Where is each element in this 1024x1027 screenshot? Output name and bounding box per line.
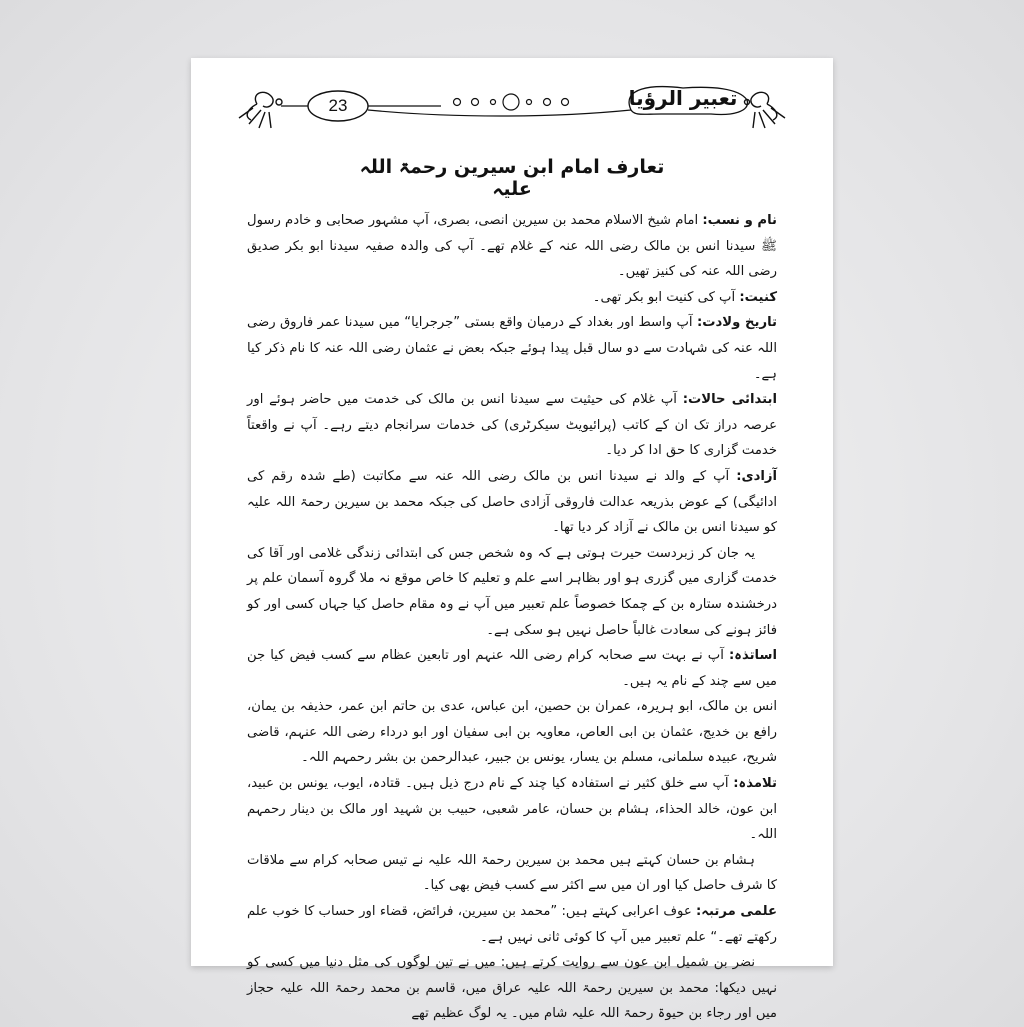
book-title: تعبیر الرؤیا (628, 86, 738, 110)
text-rank: عوف اعرابی کہتے ہیں: ”محمد بن سیرین، فرائض، قضاء اور حساب کا خوب علم رکھتے تھے۔“ علم تعبیر میں آپ کا کوئی ثانی نہیں ہے۔ (247, 904, 777, 945)
label-lineage: نام و نسب: (702, 213, 777, 228)
body-text (247, 208, 777, 1027)
chapter-title: تعارف امام ابن سیرین رحمۃ اللہ علیہ (359, 156, 665, 200)
paragraph-nadr (247, 950, 777, 1027)
paragraph-hisham (247, 848, 777, 899)
text-lineage: امام شیخ الاسلام محمد بن سیرین انصی، بصری، آپ مشہور صحابی و خادم رسول ﷺ سیدنا انس بن مالک رضی اللہ عنہ کے غلام تھے۔ آپ کی والدہ صفیہ سیدنا ابو بکر صدیق رضی اللہ عنہ کی کنیز تھیں۔ (247, 213, 777, 280)
text-birth: آپ واسط اور بغداد کے درمیان واقع بستی ”جرجرایا“ میں سیدنا عمر فاروق رضی اللہ عنہ کی شہادت سے دو سال قبل پیدا ہوئے جبکہ بعض نے عثمان رضی اللہ عنہ کا نام ذکر کیا ہے۔ (247, 315, 777, 382)
left-floral-icon (239, 92, 282, 128)
paragraph-lineage (247, 208, 777, 285)
label-birth: تاریخ ولادت: (696, 315, 777, 331)
text-early-life: آپ غلام کی حیثیت سے سیدنا انس بن مالک کی خدمت میں حاضر ہوئے اور عرصہ دراز تک ان کے کاتب (پرائیویٹ سیکرٹری) کی خدمات سرانجام دیتے رہے۔ آپ نے واقعتاً خدمت گزاری کا حق ادا کر دیا۔ (247, 392, 777, 459)
label-early-life: ابتدائی حالات: (682, 392, 777, 408)
text-hisham: ہشام بن حسان کہتے ہیں محمد بن سیرین رحمۃ اللہ علیہ نے تیس صحابہ کرام سے ملاقات کا شرف حاصل کیا اور ان میں سے اکثر سے کسب فیض بھی کیا۔ (247, 852, 777, 894)
right-floral-icon (745, 92, 786, 128)
paragraph-teachers (247, 643, 777, 694)
center-dots-ornament (454, 94, 569, 110)
text-students: آپ سے خلق کثیر نے استفادہ کیا چند کے نام درج ذیل ہیں۔ قتادہ، ایوب، یونس بن عبید، ابن عون، خالد الحذاء، ہشام بن حسان، عامر شعبی، حبیب بن شہید اور مالک بن دینار رحمہم اللہ۔ (247, 776, 777, 843)
label-rank: علمی مرتبہ: (696, 904, 777, 920)
text-kunya: آپ کی کنیت ابو بکر تھی۔ (592, 289, 736, 305)
paragraph-students (247, 771, 777, 848)
paragraph-kunya (247, 285, 777, 311)
book-page (191, 58, 833, 1022)
label-students: تلامذہ: (733, 776, 777, 792)
text-teachers: آپ نے بہت سے صحابہ کرام رضی اللہ عنہم اور تابعین عظام سے کسب فیض کیا جن میں سے چند کے نام یہ ہیں۔ (247, 648, 777, 689)
text-nadr: نضر بن شمیل ابن عون سے روایت کرتے ہیں: میں نے تین لوگوں کی مثل دنیا میں کسی کو نہیں دیکھا: محمد بن سیرین رحمۃ اللہ علیہ عراق میں، قاسم بن محمد رحمۃ اللہ علیہ حجاز میں اور رجاء بن حیوۃ رحمۃ اللہ علیہ شام میں۔ یہ لوگ عظیم تھے (247, 955, 777, 1022)
text-wonder: یہ جان کر زبردست حیرت ہوتی ہے کہ وہ شخص جس کی ابتدائی زندگی غلامی اور آقا کی خدمت گزاری میں گزری ہو اور بظاہر اسے علم و تعلیم کا خاص موقع نہ ملا گروہ آسمان علم پر درخشندہ ستارہ بن کے چمکا خصوصاً علم تعبیر میں آپ نے وہ مقام حاصل کیا جہاں کسی اور کو فائز ہونے کی سعادت غالباً حاصل نہیں ہو سکی ہے۔ (247, 545, 777, 638)
paragraph-early-life (247, 387, 777, 464)
text-freedom: آپ کے والد نے سیدنا انس بن مالک رضی اللہ عنہ سے مکاتبت (طے شدہ رقم کی ادائیگی) کے عوض بذریعہ عدالت فاروقی آزادی حاصل کی جبکہ محمد بن سیرین رحمۃ اللہ علیہ کو سیدنا انس بن مالک نے آزاد کر دیا تھا۔ (247, 468, 777, 536)
paragraph-rank (247, 899, 777, 950)
paragraph-birth (247, 310, 777, 387)
label-kunya: کنیت: (739, 289, 777, 305)
paragraph-teacher-names (247, 694, 777, 771)
paragraph-wonder (247, 541, 777, 643)
page-number: 23 (328, 96, 348, 115)
paragraph-freedom (247, 464, 777, 541)
text-teacher-names: انس بن مالک، ابو ہریرہ، عمران بن حصین، ابن عباس، عدی بن حاتم ابن عمر، حذیفہ بن یمان، رافع بن خدیج، عثمان بن ابی العاص، معاویہ بن ابی سفیان اور ابو درداء رضی اللہ عنہم، قاضی شریح، عبیدہ سلمانی، مسلم بن یسار، یونس بن جبیر، عبدالرحمن بن بشر رحمہم اللہ۔ (247, 699, 777, 766)
label-freedom: آزادی: (736, 468, 777, 484)
label-teachers: اساتذہ: (728, 648, 777, 664)
